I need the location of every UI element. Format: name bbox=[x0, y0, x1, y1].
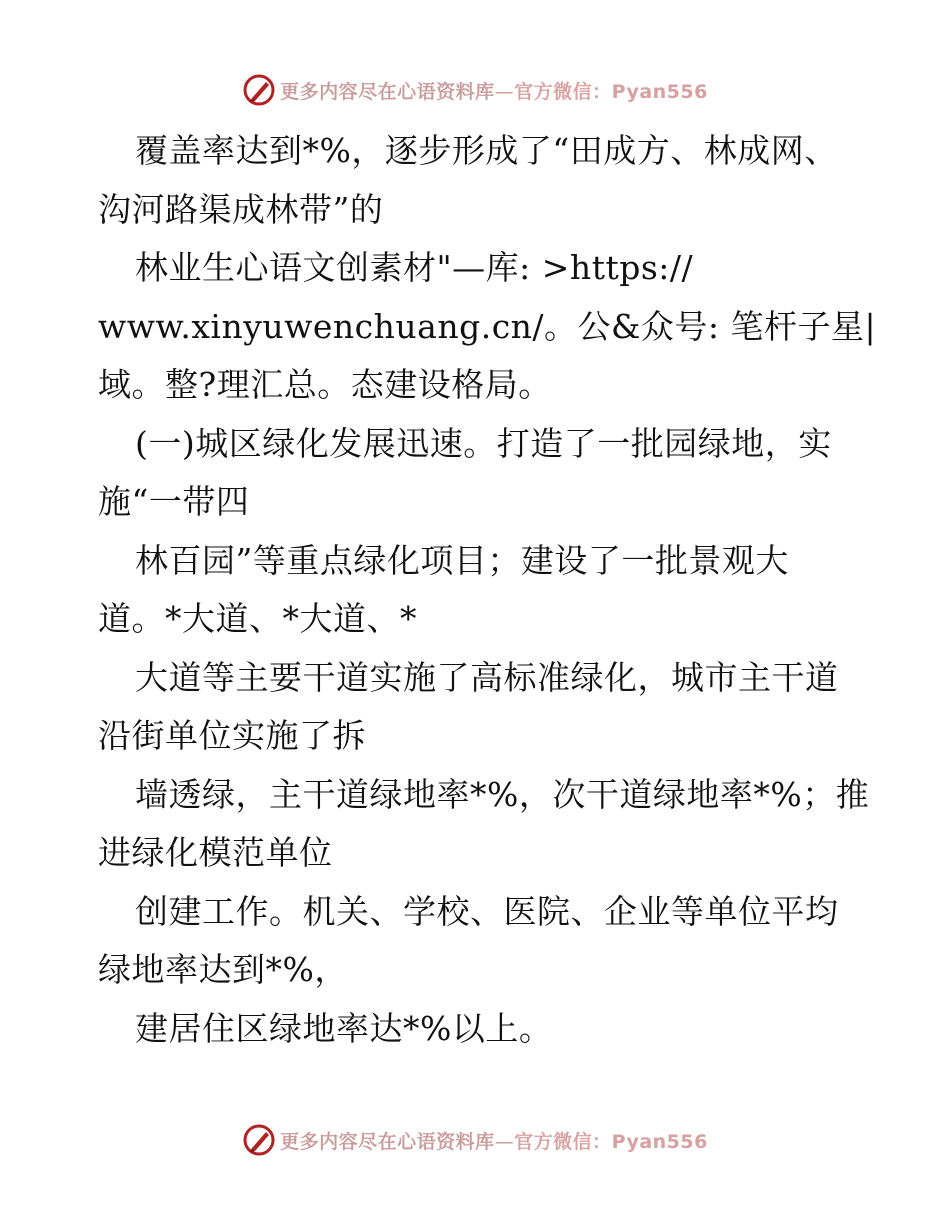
text-line: 林百园”等重点绿化项目；建设了一批景观大 bbox=[135, 540, 789, 580]
pen-logo-icon bbox=[242, 1123, 276, 1157]
text-line: 沿街单位实施了拆 bbox=[98, 716, 366, 755]
text-line: 施“一带四 bbox=[98, 482, 250, 521]
document-body bbox=[98, 122, 877, 1058]
banner-wechat-text: 官方微信：Pyan556 bbox=[514, 1130, 708, 1153]
banner-library-text: 更多内容尽在心语资料库 bbox=[280, 80, 495, 103]
banner-library-text: 更多内容尽在心语资料库 bbox=[280, 1130, 495, 1153]
text-line: 域。整?理汇总。态建设格局。 bbox=[98, 365, 552, 404]
text-line: 林业生心语文创素材"—库: >https:// bbox=[135, 248, 694, 287]
pen-logo-icon bbox=[242, 73, 276, 107]
text-line: 进绿化模范单位 bbox=[98, 833, 333, 872]
footer-banner bbox=[0, 1120, 950, 1160]
text-line: 墙透绿，主干道绿地率*%，次干道绿地率*%；推 bbox=[135, 774, 870, 814]
text-line: (一)城区绿化发展迅速。打造了一批园绿地，实 bbox=[135, 423, 832, 463]
text-line: 覆盖率达到*%，逐步形成了“田成方、林成网、 bbox=[135, 131, 838, 170]
text-line: www.xinyuwenchuang.cn/。公&众号: 笔杆子星| bbox=[98, 306, 877, 346]
text-line: 创建工作。机关、学校、医院、企业等单位平均 bbox=[135, 891, 839, 931]
banner-separator: — bbox=[494, 80, 515, 103]
banner-separator: — bbox=[494, 1130, 515, 1153]
text-line: 建居住区绿地率达*%以上。 bbox=[135, 1008, 553, 1048]
text-line: 大道等主要干道实施了高标准绿化，城市主干道 bbox=[135, 657, 839, 697]
header-banner bbox=[0, 70, 950, 110]
text-line: 绿地率达到*%， bbox=[98, 950, 348, 989]
text-line: 沟河路渠成林带”的 bbox=[98, 189, 384, 229]
banner-text bbox=[280, 77, 708, 104]
banner-text bbox=[280, 1127, 708, 1154]
text-line: 道。*大道、*大道、* bbox=[98, 599, 417, 638]
banner-wechat-text: 官方微信：Pyan556 bbox=[514, 80, 708, 103]
